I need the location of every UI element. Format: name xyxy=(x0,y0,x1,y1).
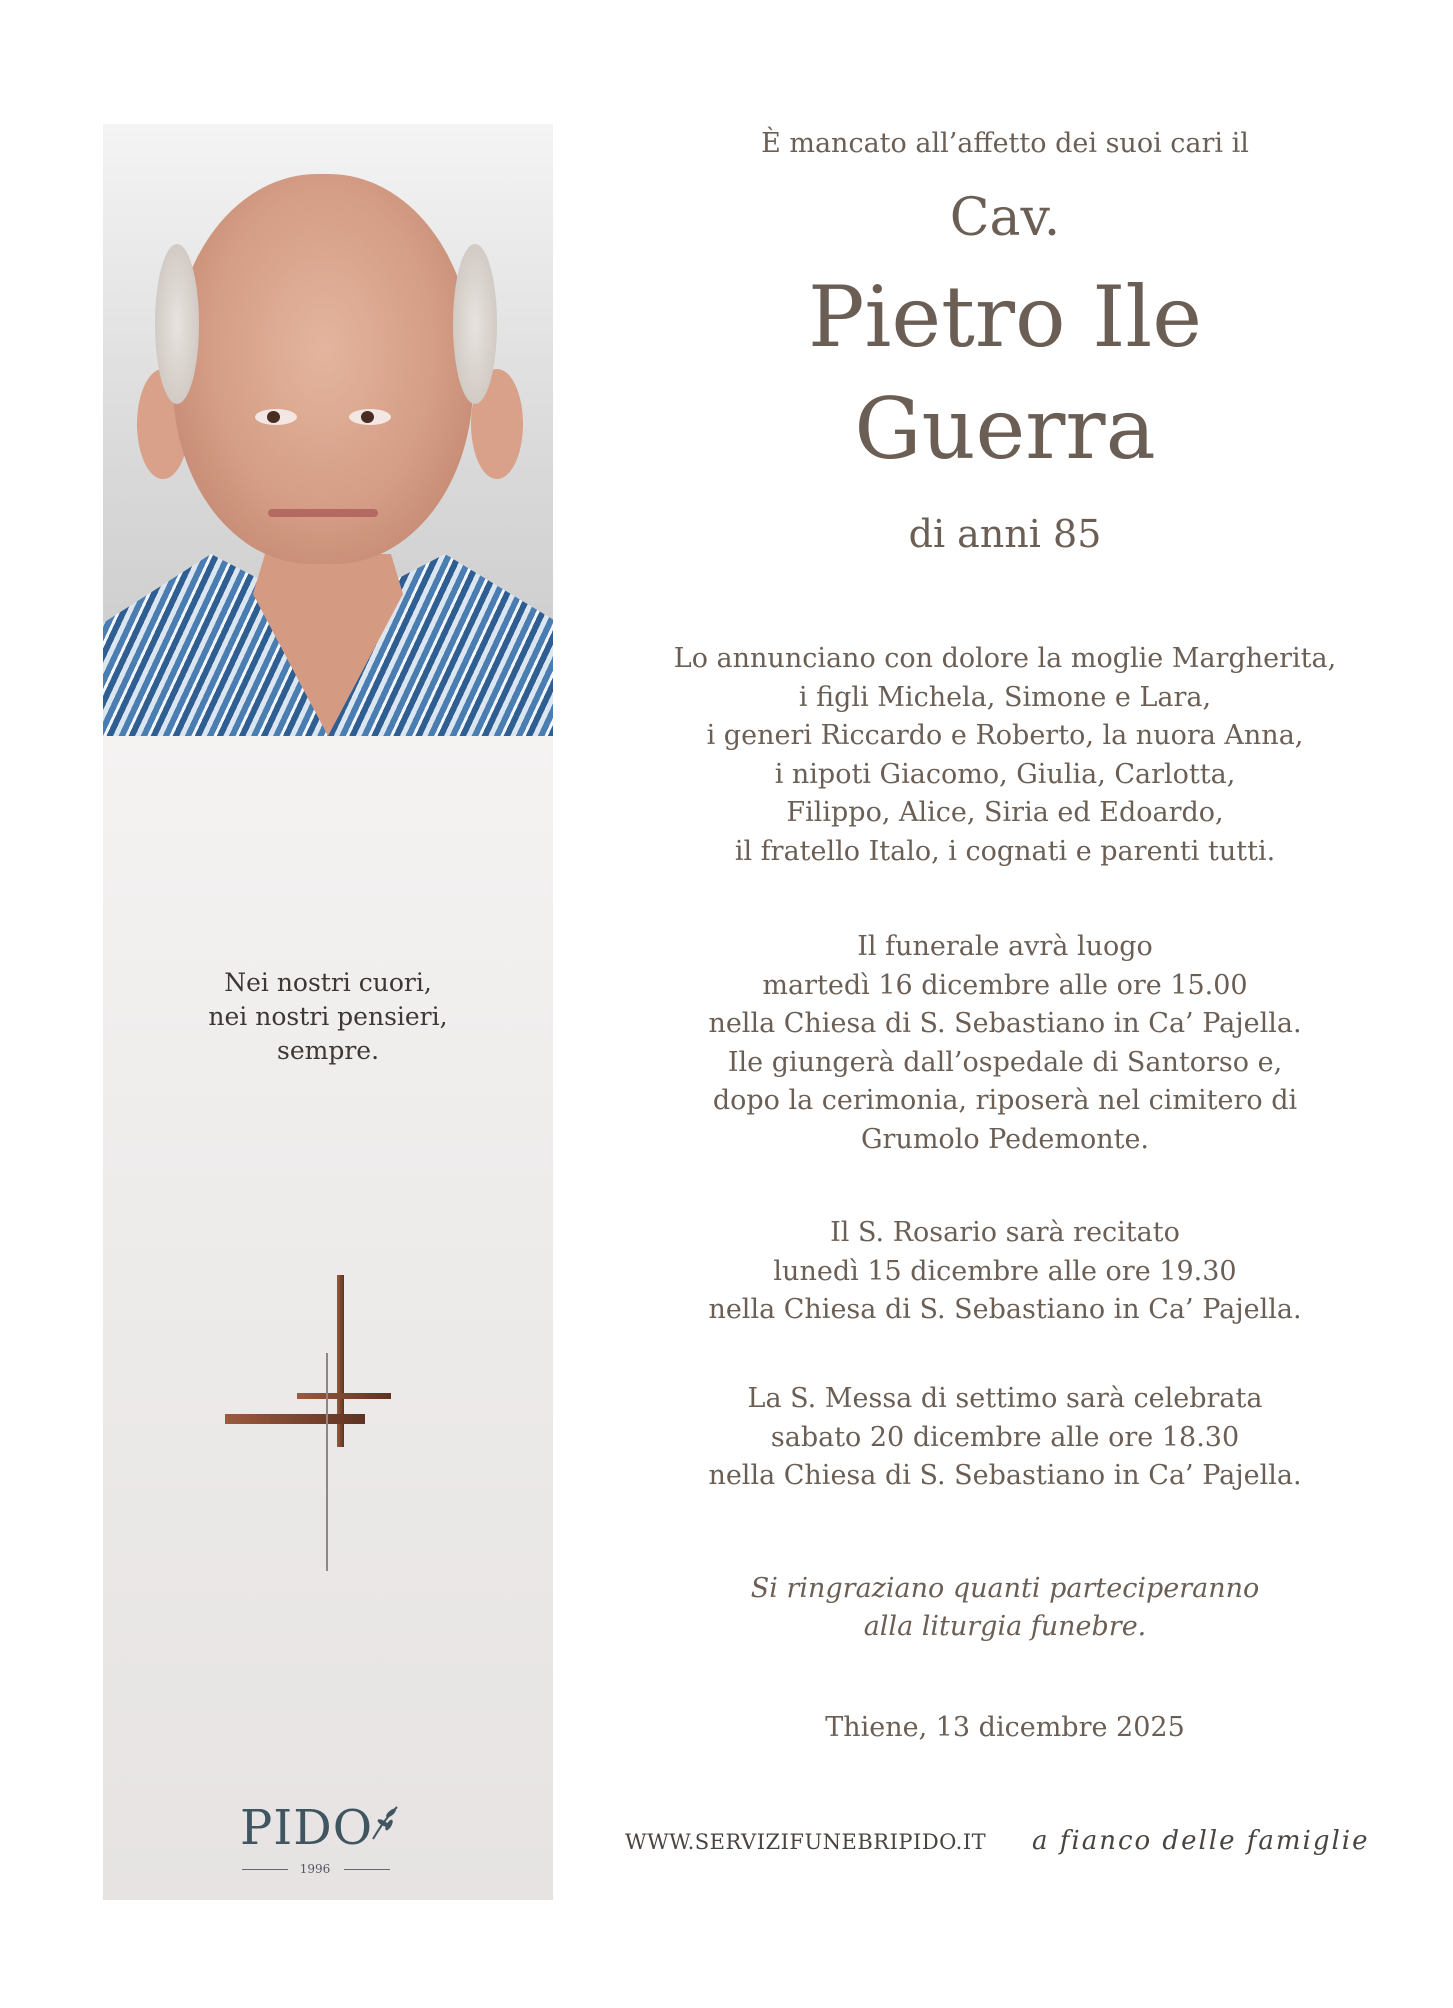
family-line: il fratello Italo, i cognati e parenti tutti. xyxy=(734,835,1276,867)
place-date: Thiene, 13 dicembre 2025 xyxy=(825,1712,1185,1743)
mass-line: La S. Messa di settimo sarà celebrata xyxy=(747,1383,1263,1414)
portrait-eye-right xyxy=(349,409,391,425)
mass-line: nella Chiesa di S. Sebastiano in Ca’ Pajella. xyxy=(708,1460,1302,1491)
family-line: i generi Riccardo e Roberto, la nuora Anna, xyxy=(706,720,1304,751)
motto-line: Nei nostri cuori, xyxy=(224,968,432,997)
logo-wordmark: PIDO xyxy=(240,1800,374,1856)
deceased-first-name: Pietro Ile xyxy=(807,268,1203,366)
family-line: i nipoti Giacomo, Giulia, Carlotta, xyxy=(774,758,1236,790)
brand-logo xyxy=(240,1800,430,1876)
thanks-note xyxy=(620,1570,1390,1646)
brand-tagline: a fianco delle famiglie xyxy=(1032,1826,1370,1856)
motto-line: nei nostri pensieri, xyxy=(208,1002,448,1031)
rosary-line: Il S. Rosario sarà recitato xyxy=(830,1217,1180,1248)
website-link[interactable]: WWW.SERVIZIFUNEBRIPIDO.IT xyxy=(625,1830,987,1854)
portrait-mouth xyxy=(268,509,378,517)
honorific-title: Cav. xyxy=(949,188,1061,248)
rosary-paragraph xyxy=(620,1214,1390,1330)
funeral-paragraph xyxy=(620,928,1390,1159)
family-paragraph xyxy=(620,640,1390,871)
motto xyxy=(103,966,553,1068)
rosary-line: nella Chiesa di S. Sebastiano in Ca’ Pajella. xyxy=(708,1294,1302,1325)
funeral-line: Grumolo Pedemonte. xyxy=(860,1123,1150,1155)
portrait-hair-right xyxy=(453,244,497,404)
family-line: Lo annunciano con dolore la moglie Margherita, xyxy=(673,643,1337,674)
mass-paragraph xyxy=(620,1380,1390,1496)
announcement-lead: È mancato all’affetto dei suoi cari il xyxy=(761,128,1249,159)
rosary-line: lunedì 15 dicembre alle ore 19.30 xyxy=(773,1255,1237,1287)
funeral-line: dopo la cerimonia, riposerà nel cimitero di xyxy=(712,1085,1298,1116)
cross-icon xyxy=(225,1275,435,1595)
motto-line: sempre. xyxy=(276,1036,380,1065)
funeral-line: Ile giungerà dall’ospedale di Santorso e, xyxy=(727,1046,1283,1078)
funeral-line: nella Chiesa di S. Sebastiano in Ca’ Pajella. xyxy=(708,1008,1302,1039)
logo-year: 1996 xyxy=(299,1862,331,1876)
mass-line: sabato 20 dicembre alle ore 18.30 xyxy=(770,1421,1240,1453)
thanks-line: Si ringraziano quanti parteciperanno xyxy=(750,1573,1260,1604)
thanks-line: alla liturgia funebre. xyxy=(863,1611,1147,1642)
portrait-hair-left xyxy=(155,244,199,404)
portrait-photo xyxy=(103,124,553,736)
logo-divider xyxy=(344,1869,390,1870)
portrait-head xyxy=(173,174,473,564)
funeral-line: Il funerale avrà luogo xyxy=(857,931,1153,962)
olive-branch-icon xyxy=(369,1803,403,1843)
deceased-age: di anni 85 xyxy=(908,512,1102,556)
funeral-line: martedì 16 dicembre alle ore 15.00 xyxy=(762,969,1248,1001)
family-line: i figli Michela, Simone e Lara, xyxy=(798,681,1212,713)
family-line: Filippo, Alice, Siria ed Edoardo, xyxy=(786,797,1224,828)
deceased-surname: Guerra xyxy=(854,380,1156,478)
portrait-eye-left xyxy=(255,409,297,425)
